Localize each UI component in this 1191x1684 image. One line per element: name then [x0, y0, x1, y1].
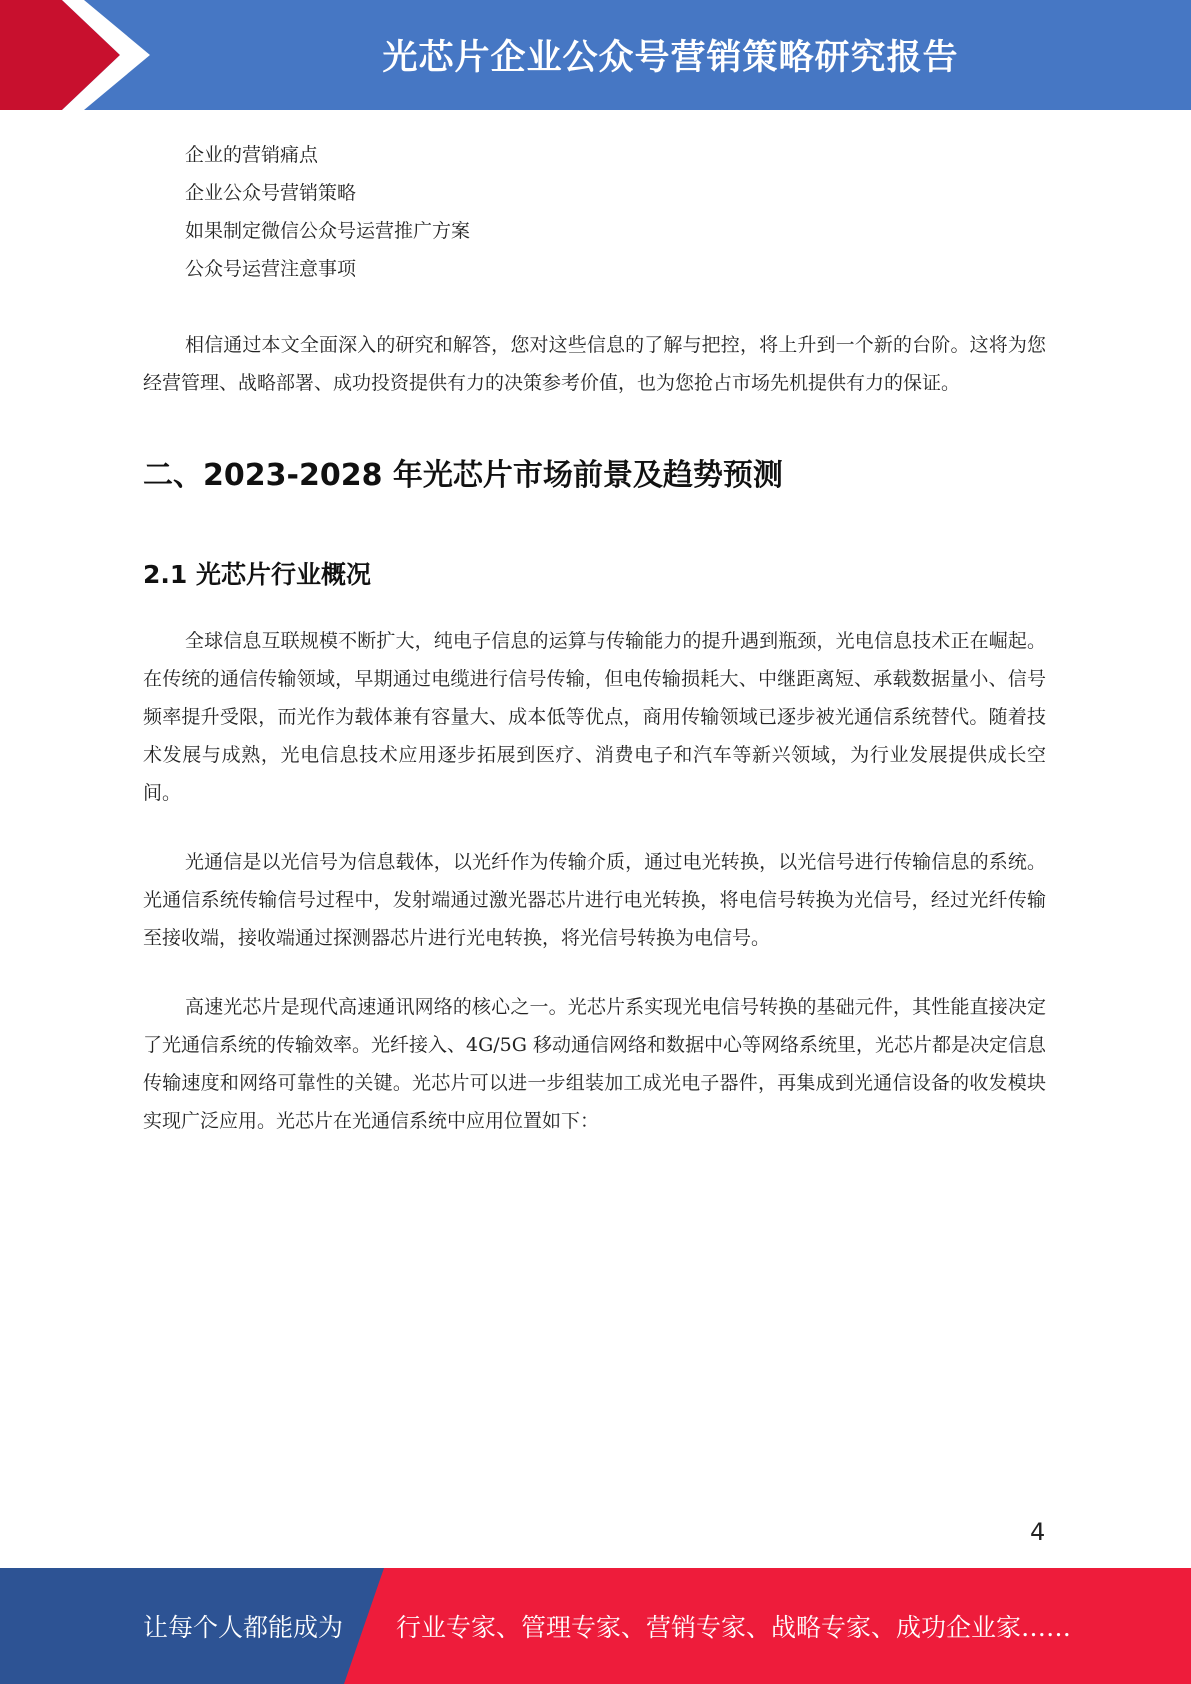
footer-slogan-right: 行业专家、管理专家、营销专家、战略专家、成功企业家……	[396, 1613, 1072, 1642]
topic-list	[143, 136, 1046, 288]
page-content	[143, 136, 1046, 1140]
page-number: 4	[1030, 1518, 1046, 1546]
list-item: 公众号运营注意事项	[185, 258, 357, 280]
list-item: 企业公众号营销策略	[185, 182, 357, 204]
subsection-heading: 2.1 光芯片行业概况	[143, 560, 371, 589]
document-title: 光芯片企业公众号营销策略研究报告	[382, 38, 959, 78]
list-item: 如果制定微信公众号运营推广方案	[185, 220, 471, 242]
footer-banner	[0, 1568, 1191, 1684]
header-red-arrow-icon	[0, 0, 160, 110]
header-banner	[0, 0, 1191, 110]
intro-paragraph: 相信通过本文全面深入的研究和解答，您对这些信息的了解与把控，将上升到一个新的台阶。这将为您经营管理、战略部署、成功投资提供有力的决策参考价值，也为您抢占市场先机提供有力的保证。	[143, 334, 1046, 394]
body-paragraph: 光通信是以光信号为信息载体，以光纤作为传输介质，通过电光转换，以光信号进行传输信息的系统。光通信系统传输信号过程中，发射端通过激光器芯片进行电光转换，将电信号转换为光信号，经过光纤传输至接收端，接收端通过探测器芯片进行光电转换，将光信号转换为电信号。	[143, 851, 1046, 949]
list-item: 企业的营销痛点	[185, 144, 319, 166]
footer-slogan-left: 让每个人都能成为	[143, 1613, 344, 1642]
body-paragraph: 全球信息互联规模不断扩大，纯电子信息的运算与传输能力的提升遇到瓶颈，光电信息技术正在崛起。在传统的通信传输领域，早期通过电缆进行信号传输，但电传输损耗大、中继距离短、承载数据量小、信号频率提升受限，而光作为载体兼有容量大、成本低等优点，商用传输领域已逐步被光通信系统替代。随着技术发展与成熟，光电信息技术应用逐步拓展到医疗、消费电子和汽车等新兴领域，为行业发展提供成长空间。	[143, 630, 1046, 804]
body-paragraph: 高速光芯片是现代高速通讯网络的核心之一。光芯片系实现光电信号转换的基础元件，其性能直接决定了光通信系统的传输效率。光纤接入、4G/5G 移动通信网络和数据中心等网络系统里，光芯片都是决定信息传输速度和网络可靠性的关键。光芯片可以进一步组装加工成光电子器件，再集成到光通信设备的收发模块实现广泛应用。光芯片在光通信系统中应用位置如下：	[143, 996, 1046, 1132]
section-heading: 二、2023-2028 年光芯片市场前景及趋势预测	[143, 458, 783, 493]
